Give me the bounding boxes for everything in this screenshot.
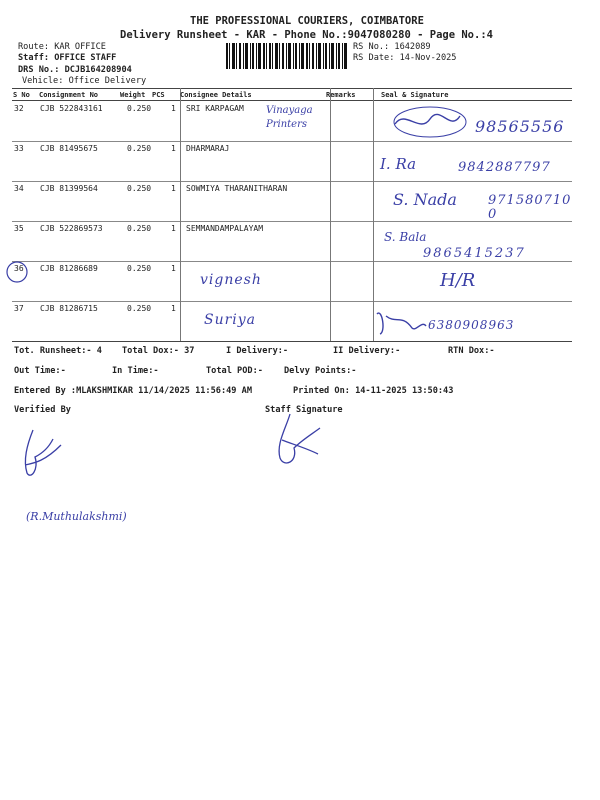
barcode [226, 43, 348, 69]
drs-number: DRS No.: DCJB164208904 [18, 65, 132, 75]
row-handwritten-note: Suriya [204, 312, 257, 328]
header-remarks: Remarks [326, 91, 356, 99]
row-weight: 0.250 [127, 104, 152, 113]
staff-label: Staff: OFFICE STAFF [18, 53, 117, 63]
row-consignment-no: CJB 522869573 [40, 224, 103, 233]
table-bottom-border [12, 341, 572, 342]
runsheet-subtitle: Delivery Runsheet - KAR - Phone No.:9047080280 - Page No.:4 [120, 29, 493, 41]
table-top-border [12, 88, 572, 89]
total-dox: Total Dox:- 37 [122, 346, 195, 356]
row-consignee: SEMMANDAMPALAYAM [186, 224, 264, 233]
table-header-border [12, 100, 572, 101]
tot-runsheet: Tot. Runsheet:- 4 [14, 346, 102, 356]
row-divider [12, 141, 572, 142]
rs-number: RS No.: 1642089 [353, 42, 431, 52]
in-time: In Time:- [112, 366, 159, 376]
row-divider [12, 261, 572, 262]
col-divider [373, 88, 374, 341]
rtn-dox: RTN Dox:- [448, 346, 495, 356]
row-signature-phone: 9865415237 [423, 246, 526, 261]
total-pod: Total POD:- [206, 366, 263, 376]
row-pcs: 1 [171, 224, 176, 233]
row-weight: 0.250 [127, 184, 152, 193]
company-title: THE PROFESSIONAL COURIERS, COIMBATORE [190, 15, 424, 27]
row-sno: 36 [14, 264, 24, 273]
row-consignment-no: CJB 81399564 [40, 184, 98, 193]
row-pcs: 1 [171, 264, 176, 273]
col-divider [180, 88, 181, 341]
row-weight: 0.250 [127, 144, 152, 153]
header-seal-signature: Seal & Signature [381, 91, 449, 99]
row-pcs: 1 [171, 104, 176, 113]
staff-signature-scribble [268, 410, 328, 472]
entered-by: Entered By :MLAKSHMIKAR 11/14/2025 11:56:49 AM [14, 386, 252, 396]
header-sno: S No [13, 91, 30, 99]
verifier-name: (R.Muthulakshmi) [26, 510, 127, 523]
delvy-points: Delvy Points:- [284, 366, 357, 376]
row-signature-phone: H/R [440, 270, 476, 291]
header-weight: Weight [120, 91, 146, 99]
row-signature-phone: 6380908963 [428, 318, 515, 332]
row-handwritten-note: vignesh [200, 272, 262, 288]
row-weight: 0.250 [127, 264, 152, 273]
row-consignment-no: CJB 81286715 [40, 304, 98, 313]
row-signature-phone: 98565556 [475, 117, 565, 136]
header-consignee: Consignee Details [180, 91, 252, 99]
row-handwritten-note: Vinayaga Printers [266, 105, 313, 130]
row-consignment-no: CJB 81286689 [40, 264, 98, 273]
ii-delivery: II Delivery:- [333, 346, 401, 356]
row-divider [12, 301, 572, 302]
row-pcs: 1 [171, 304, 176, 313]
signature-scribble [385, 104, 470, 140]
row-consignment-no: CJB 522843161 [40, 104, 103, 113]
route-label: Route: KAR OFFICE [18, 42, 106, 52]
row-sno: 37 [14, 304, 24, 313]
vehicle-label: Vehicle: Office Delivery [22, 76, 147, 86]
row-signature-phone: 9715807100 [488, 193, 572, 222]
rs-date: RS Date: 14-Nov-2025 [353, 53, 457, 63]
printed-on: Printed On: 14-11-2025 13:50:43 [293, 386, 454, 396]
row-divider [12, 181, 572, 182]
row-sno: 35 [14, 224, 24, 233]
signature-name: S. Nada [393, 190, 457, 209]
signature-scribble [372, 306, 428, 338]
row-signature-phone: 9842887797 [458, 160, 551, 175]
row-consignment-no: CJB 81495675 [40, 144, 98, 153]
signature-name: S. Bala [384, 230, 427, 244]
row-consignee: SOWMIYA THARANITHARAN [186, 184, 288, 193]
row-consignee: SRI KARPAGAM [186, 104, 244, 113]
row-sno: 33 [14, 144, 24, 153]
verified-by-label: Verified By [14, 405, 71, 415]
staff-signature-label: Staff Signature [265, 405, 343, 415]
i-delivery: I Delivery:- [226, 346, 289, 356]
verifier-signature [15, 425, 70, 485]
header-consignment: Consignment No [39, 91, 99, 99]
row-sno: 34 [14, 184, 24, 193]
row-consignee: DHARMARAJ [186, 144, 230, 153]
signature-initials: I. Ra [380, 155, 417, 173]
row-pcs: 1 [171, 184, 176, 193]
row-sno: 32 [14, 104, 24, 113]
out-time: Out Time:- [14, 366, 66, 376]
row-pcs: 1 [171, 144, 176, 153]
row-weight: 0.250 [127, 224, 152, 233]
row-weight: 0.250 [127, 304, 152, 313]
header-pcs: PCS [152, 91, 165, 99]
